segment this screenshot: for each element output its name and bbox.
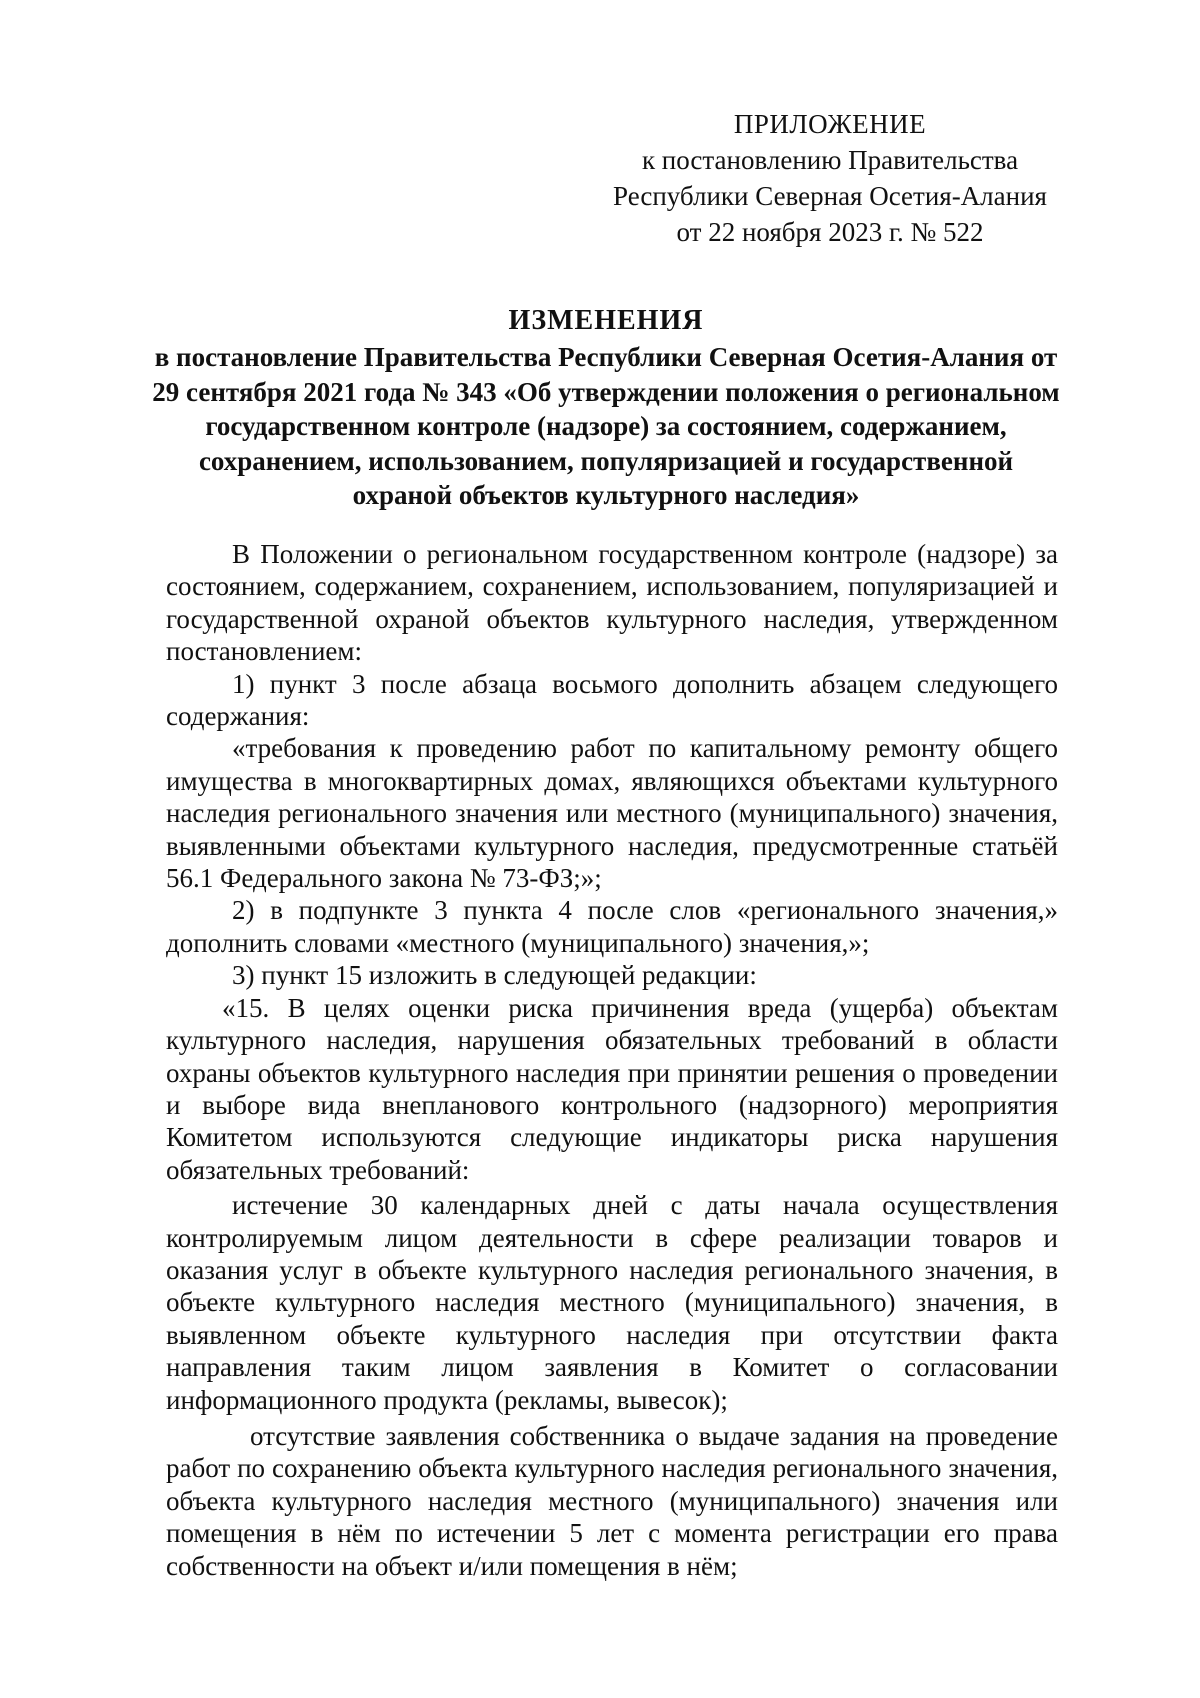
document-subtitle: в постановление Правительства Республики Северная Осетия-Алания от 29 сентября 2021 года № 343 «Об утверждении положения о региональном государственном контроле (надзоре) за состоянием, содержанием, сохранением, использованием, популяризацией и государственной охраной объектов культурного наследия»: [152, 342, 1060, 510]
appendix-line-1: к постановлению Правительства: [641, 145, 1019, 175]
appendix-line-2: Республики Северная Осетия-Алания: [613, 181, 1047, 211]
paragraph-point-15: «15. В целях оценки риска причинения вреда (ущерба) объектам культурного наследия, нарушения обязательных требований в области охраны объектов культурного наследия при принятии решения о проведении и выборе вида внепланового контрольного (надзорного) мероприятия Комитетом используются следующие индикаторы риска нарушения обязательных требований:: [166, 992, 1058, 1185]
appendix-line-3: от 22 ноября 2023 г. № 522: [676, 217, 984, 247]
paragraph-indicator-1: истечение 30 календарных дней с даты начала осуществления контролируемым лицом деятельности в сфере реализации товаров и оказания услуг в объекте культурного наследия регионального значения, в объекте культурного наследия местного (муниципального) значения, в выявленном объекте культурного наследия при отсутствии факта направления таким лицом заявления в Комитет о согласовании информационного продукта (рекламы, вывесок);: [166, 1190, 1058, 1415]
paragraph-indicator-2: отсутствие заявления собственника о выдаче задания на проведение работ по сохранению объекта культурного наследия регионального значения, объекта культурного наследия местного (муниципального) значения или помещения в нём по истечении 5 лет с момента регистрации его права собственности на объект и/или помещения в нём;: [166, 1420, 1058, 1581]
document-title: ИЗМЕНЕНИЯ: [508, 305, 704, 336]
paragraph-intro: В Положении о региональном государственном контроле (надзоре) за состоянием, содержанием, сохранением, использованием, популяризацией и государственной охраной объектов культурного наследия, утвержденном постановлением:: [166, 539, 1058, 667]
document-body: [166, 538, 1058, 1582]
document-title-block: [150, 302, 1062, 513]
paragraph-item-1: 1) пункт 3 после абзаца восьмого дополнить абзацем следующего содержания:: [166, 668, 1058, 732]
paragraph-item-2: 2) в подпункте 3 пункта 4 после слов «регионального значения,» дополнить словами «местного (муниципального) значения,»;: [166, 895, 1058, 958]
paragraph-item-3: 3) пункт 15 изложить в следующей редакции:: [232, 960, 757, 991]
appendix-block: [600, 106, 1060, 250]
appendix-title: ПРИЛОЖЕНИЕ: [733, 109, 927, 139]
paragraph-quote-requirements: «требования к проведению работ по капитальному ремонту общего имущества в многоквартирных домах, являющихся объектами культурного наследия регионального значения или местного (муниципального) значения, выявленными объектами культурного наследия, предусмотренные статьёй 56.1 Федерального закона № 73-ФЗ;»;: [166, 733, 1058, 894]
